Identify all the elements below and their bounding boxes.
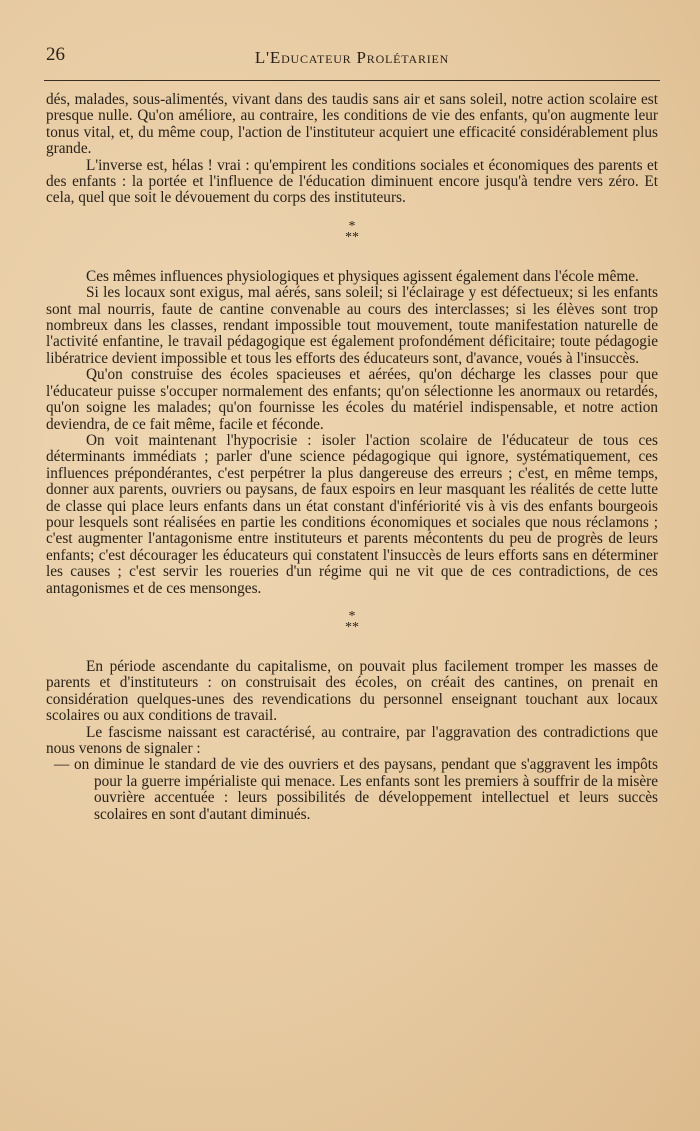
separator-bottom: **	[345, 229, 359, 245]
page-body	[46, 92, 658, 823]
list-item: — on diminue le standard de vie des ouvriers et des paysans, pendant que s'aggravent les impôts pour la guerre impérialiste qui menace. Les enfants sont les premiers à souffrir de la misère ouvrière accentuée : leurs possibilités de développement intellectuel et leurs succès scolaires en sont d'autant diminués.	[54, 756, 658, 823]
paragraph: Si les locaux sont exigus, mal aérés, sans soleil; si l'éclairage y est défectueux; si les enfants sont mal nourris, faute de cantine convenable au cours des interclasses; si les élèves sont trop nombreux dans les classes, rendant impossible tout mouvement, toute manifestation naturelle de l'activité enfantine, le travail pédagogique est également profondément déficitaire; toute pédagogie libératrice devient impossible et tous les efforts des éducateurs sont, d'avance, voués à l'insuccès.	[46, 284, 658, 367]
page-header	[44, 40, 660, 81]
paragraph: En période ascendante du capitalisme, on pouvait plus facilement tromper les masses de parents et d'instituteurs : on construisait des écoles, on créait des cantines, on prenait en considération quelques-unes des revendications du personnel enseignant touchant aux locaux scolaires ou aux conditions de travail.	[46, 657, 658, 725]
separator-top: *	[348, 218, 356, 234]
section-separator	[46, 218, 658, 245]
paragraph: dés, malades, sous-alimentés, vivant dans des taudis sans air et sans soleil, notre action scolaire est presque nulle. Qu'on améliore, au contraire, les conditions de vie des enfants, qu'on augmente leur tonus vital, et, du même coup, l'action de l'instituteur acquiert une efficacité considérablement plus grande.	[46, 91, 658, 158]
paragraph: Ces mêmes influences physiologiques et physiques agissent également dans l'école même.	[86, 267, 639, 285]
page-number: 26	[46, 44, 65, 65]
paragraph: L'inverse est, hélas ! vrai : qu'empirent les conditions sociales et économiques des parents et des enfants : la portée et l'influence de l'éducation diminuent encore jusqu'à tendre vers zéro. Et cela, quel que soit le dévouement du corps des instituteurs.	[46, 156, 658, 207]
paragraph: Qu'on construise des écoles spacieuses et aérées, qu'on décharge les classes pour que l'éducateur puisse s'occuper normalement des enfants; qu'on sélectionne les anormaux ou retardés, qu'on soigne les malades; qu'on fournisse les écoles du matériel indispensable, et notre action deviendra, de ce fait même, facile et féconde.	[46, 366, 658, 433]
running-title: L'Educateur Prolétarien	[254, 48, 450, 67]
separator-bottom: **	[345, 619, 359, 635]
paragraph: Le fascisme naissant est caractérisé, au contraire, par l'aggravation des contradictions que nous venons de signaler :	[46, 723, 658, 757]
separator-top: *	[348, 608, 356, 624]
section-separator	[46, 608, 658, 635]
paragraph: On voit maintenant l'hypocrisie : isoler l'action scolaire de l'éducateur de tous ces déterminants immédiats ; parler d'une science pédagogique qui ignore, systématiquement, ces influences prépondérantes, c'est perpétrer la plus dangereuse des erreurs ; c'est, en même temps, donner aux parents, ouvriers ou paysans, de faux espoirs en leur masquant les réalités de cette lutte de classe qui place leurs enfants dans un état constant d'infériorité vis à vis des enfants bourgeois pour lesquels sont réalisées en partie les conditions économiques et sociales que nous réclamons ; c'est augmenter l'antagonisme entre instituteurs et parents mécontents du peu de progrès de leurs enfants; c'est décourager les éducateurs qui constatent l'insuccès de leurs efforts sans en déterminer les causes ; c'est servir les roueries d'un régime qui ne vit que de ces contradictions, de ces antagonismes et de ces mensonges.	[46, 431, 658, 597]
